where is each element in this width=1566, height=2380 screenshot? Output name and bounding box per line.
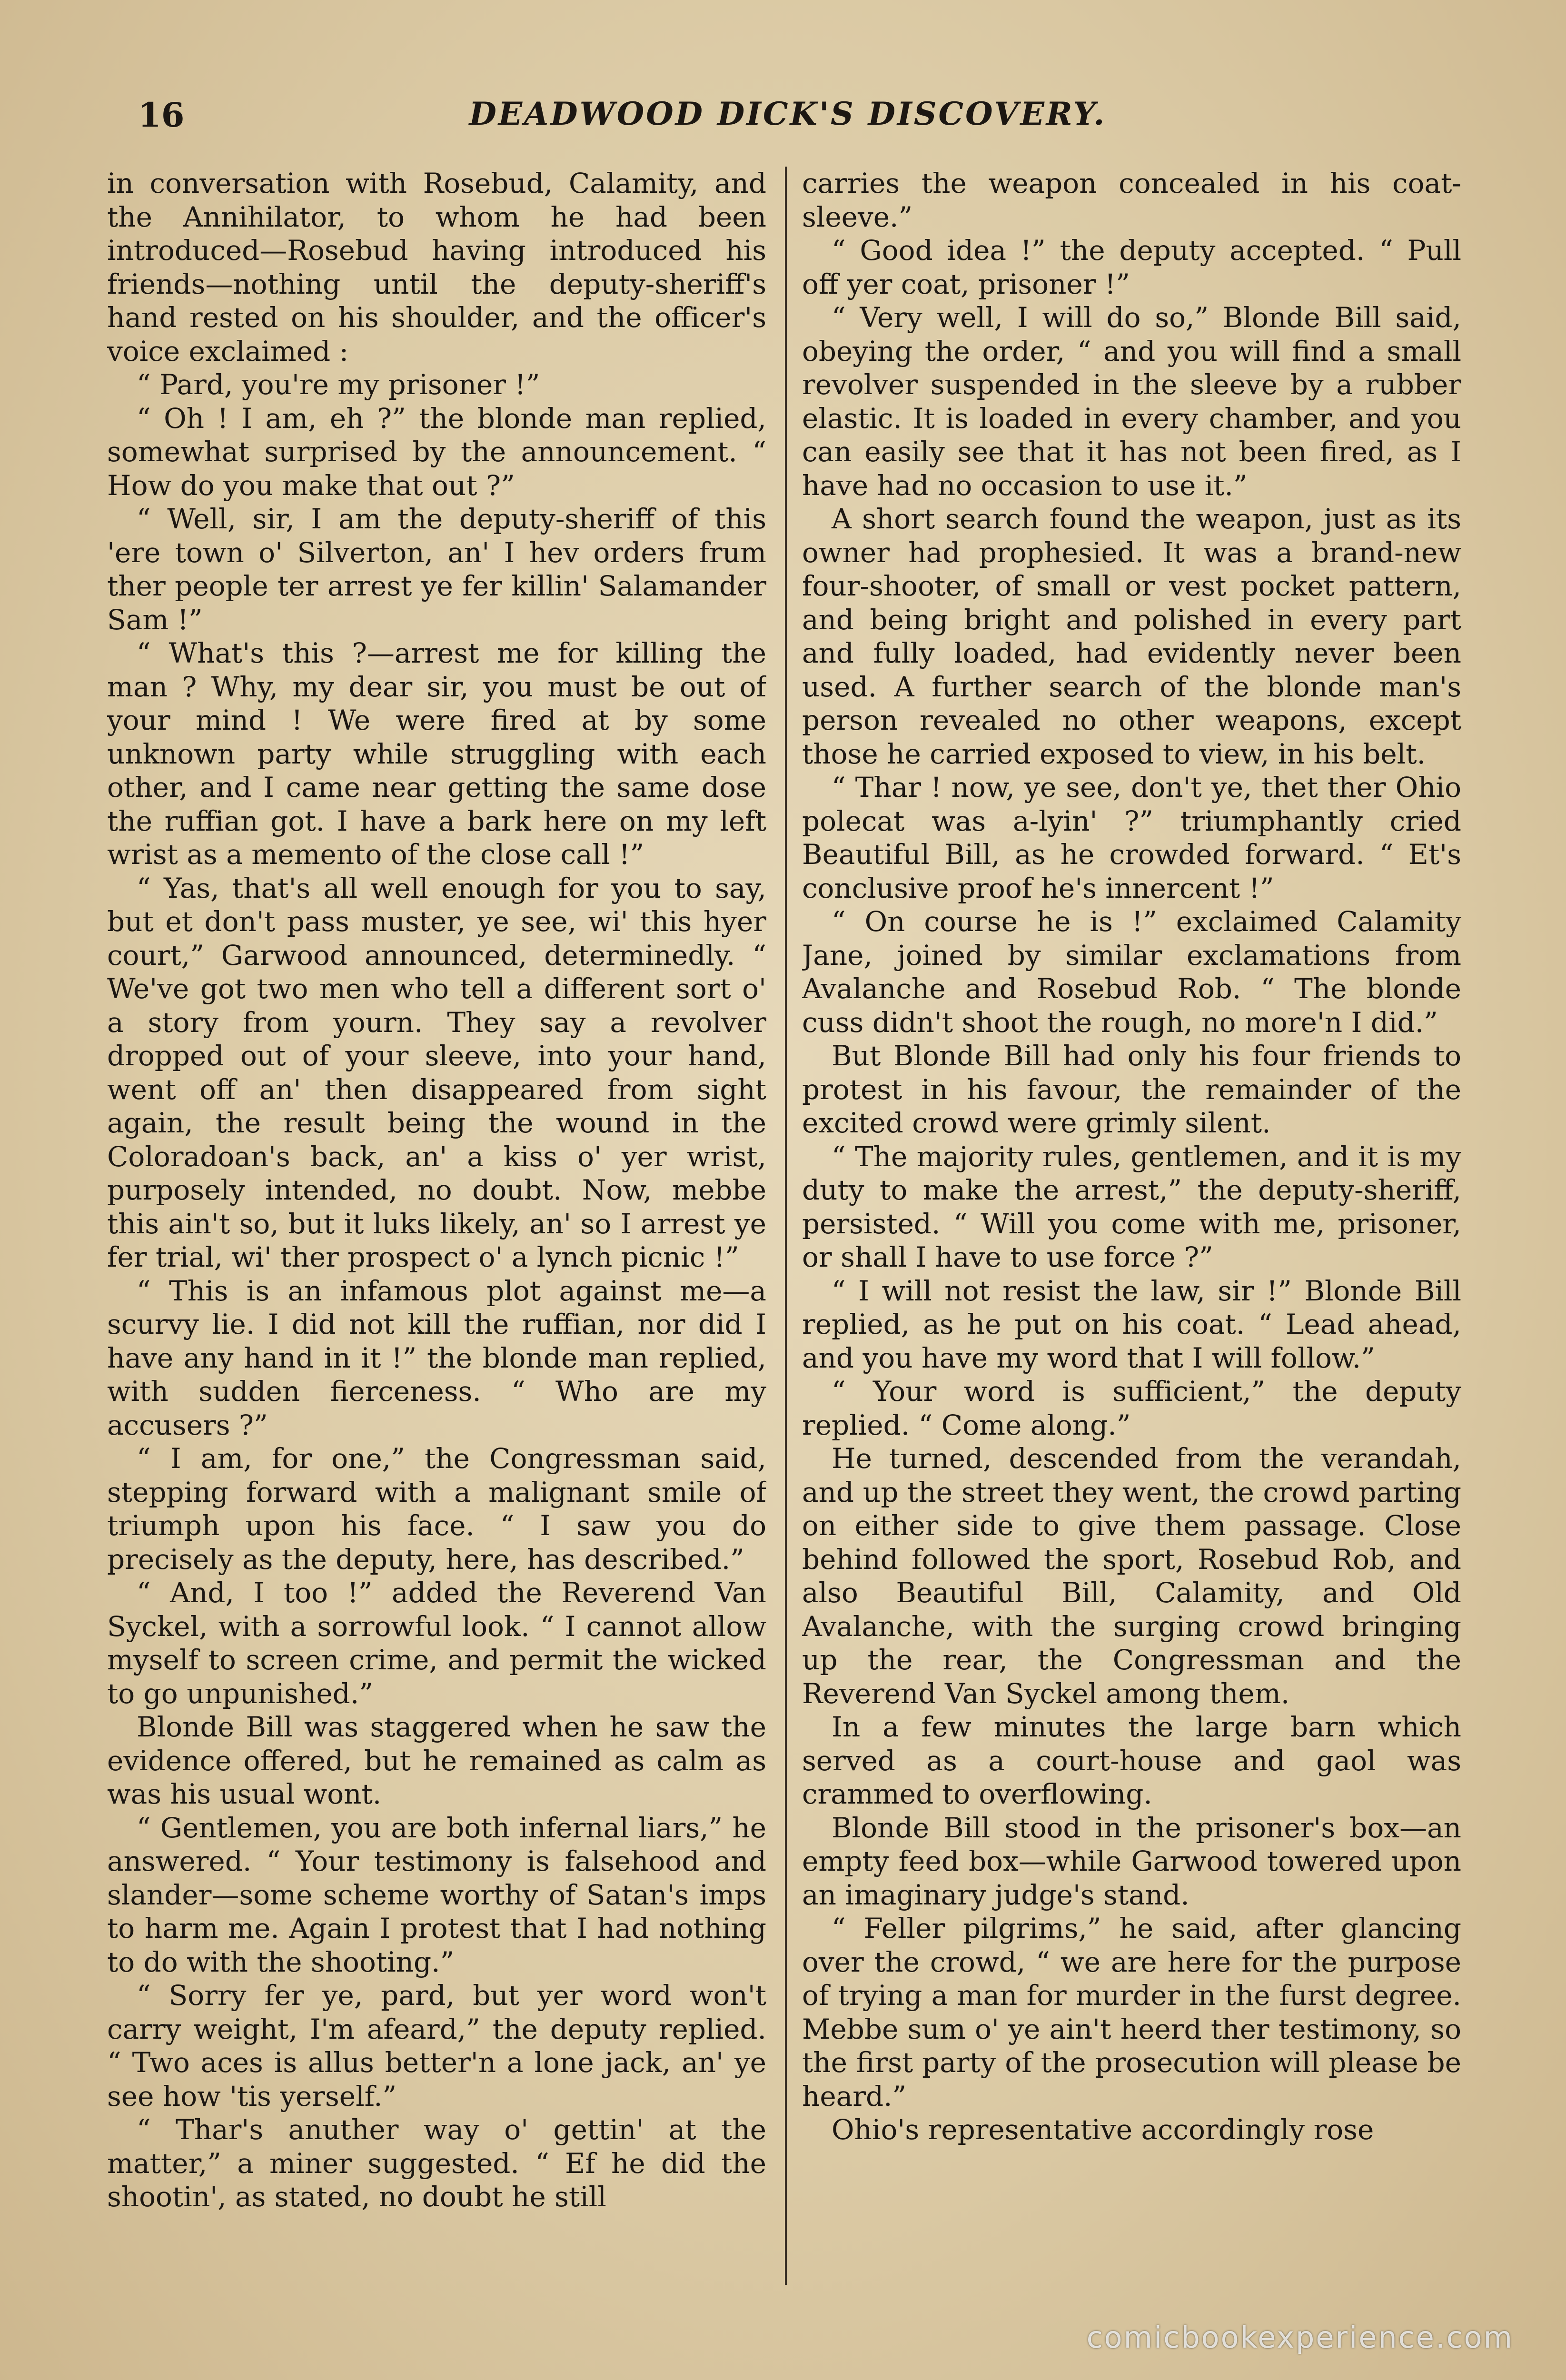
left-column bbox=[107, 167, 766, 2285]
watermark: comicbookexperience.com bbox=[1086, 2320, 1514, 2355]
paragraph: He turned, descended from the verandah, and up the street they went, the crowd parting on either side to give them passage. Close behind followed the sport, Rosebud Rob, and also Beautiful Bill, Calamity, and Old Avalanche, with the surging crowd bringing up the rear, the Congressman and the Reverend Van Syckel among them. bbox=[802, 1442, 1461, 1710]
paragraph: “ On course he is !” exclaimed Calamity Jane, joined by similar exclamations from Avalanche and Rosebud Rob. “ The blonde cuss didn't shoot the rough, no more'n I did.” bbox=[802, 905, 1461, 1039]
paragraph: “ Feller pilgrims,” he said, after glancing over the crowd, “ we are here for the purpose of trying a man for murder in the furst degree. Mebbe sum o' ye ain't heerd ther testimony, so the first party of the prosecution will please be heard.” bbox=[802, 1912, 1461, 2112]
right-column bbox=[802, 167, 1461, 2285]
paragraph: “ Thar ! now, ye see, don't ye, thet ther Ohio polecat was a-lyin' ?” triumphantly cried Beautiful Bill, as he crowded forward. “ Et's conclusive proof he's innercent !” bbox=[802, 771, 1461, 904]
paragraph: “ This is an infamous plot against me—a scurvy lie. I did not kill the ruffian, nor did I have any hand in it !” the blonde man replied, with sudden fierceness. “ Who are my accusers ?” bbox=[107, 1274, 766, 1441]
page-header bbox=[100, 95, 1476, 152]
paragraph: “ Well, sir, I am the deputy-sheriff of this 'ere town o' Silverton, an' I hev orders frum ther people ter arrest ye fer killin' Salamander Sam !” bbox=[107, 503, 766, 636]
paragraph: In a few minutes the large barn which served as a court-house and gaol was crammed to overflowing. bbox=[802, 1711, 1461, 1810]
paragraph: “ Oh ! I am, eh ?” the blonde man replied, somewhat surprised by the announcement. “ How do you make that out ?” bbox=[107, 402, 766, 502]
paragraph: “ And, I too !” added the Reverend Van Syckel, with a sorrowful look. “ I cannot allow myself to screen crime, and permit the wicked to go unpunished.” bbox=[107, 1577, 766, 1710]
running-title: DEADWOOD DICK'S DISCOVERY. bbox=[469, 95, 1107, 132]
paragraph: “ The majority rules, gentlemen, and it is my duty to make the arrest,” the deputy-sheriff, persisted. “ Will you come with me, prisoner, or shall I have to use force ?” bbox=[802, 1140, 1461, 1273]
paragraph: “ Good idea !” the deputy accepted. “ Pull off yer coat, prisoner !” bbox=[802, 234, 1461, 300]
paragraph: “ Gentlemen, you are both infernal liars,” he answered. “ Your testimony is falsehood and slander—some scheme worthy of Satan's imps to harm me. Again I protest that I had nothing to do with the shooting.” bbox=[107, 1811, 766, 1978]
paragraph: “ Very well, I will do so,” Blonde Bill said, obeying the order, “ and you will find a small revolver suspended in the sleeve by a rubber elastic. It is loaded in every chamber, and you can easily see that it has not been fired, as I have had no occasion to use it.” bbox=[802, 301, 1461, 502]
paragraph: Blonde Bill stood in the prisoner's box—an empty feed box—while Garwood towered upon an imaginary judge's stand. bbox=[802, 1811, 1461, 1911]
column-divider bbox=[785, 167, 787, 2285]
paragraph: “ Sorry fer ye, pard, but yer word won't carry weight, I'm afeard,” the deputy replied. “ Two aces is allus better'n a lone jack, an' ye see how 'tis yerself.” bbox=[107, 1979, 766, 2112]
paragraph: “ Pard, you're my prisoner !” bbox=[137, 368, 540, 401]
paragraph: carries the weapon concealed in his coat-sleeve.” bbox=[802, 167, 1461, 233]
paragraph: “ I will not resist the law, sir !” Blonde Bill replied, as he put on his coat. “ Lead ahead, and you have my word that I will follow.” bbox=[802, 1274, 1461, 1374]
paragraph: in conversation with Rosebud, Calamity, and the Annihilator, to whom he had been introduced—Rosebud having introduced his friends—nothing until the deputy-sheriff's hand rested on his shoulder, and the officer's voice exclaimed : bbox=[107, 167, 766, 367]
paragraph: Ohio's representative accordingly rose bbox=[832, 2113, 1374, 2146]
paragraph: A short search found the weapon, just as its owner had prophesied. It was a brand-new four-shooter, of small or vest pocket pattern, and being bright and polished in every part and fully loaded, had evidently never been used. A further search of the blonde man's person revealed no other weapons, except those he carried exposed to view, in his belt. bbox=[802, 503, 1461, 770]
paragraph: “ I am, for one,” the Congressman said, stepping forward with a malignant smile of triumph upon his face. “ I saw you do precisely as the deputy, here, has described.” bbox=[107, 1442, 766, 1576]
text-columns bbox=[107, 167, 1461, 2285]
paragraph: Blonde Bill was staggered when he saw the evidence offered, but he remained as calm as was his usual wont. bbox=[107, 1711, 766, 1810]
page-number: 16 bbox=[138, 95, 185, 135]
paragraph: “ Your word is sufficient,” the deputy replied. “ Come along.” bbox=[802, 1375, 1461, 1441]
paragraph: “ Yas, that's all well enough for you to say, but et don't pass muster, ye see, wi' this hyer court,” Garwood announced, determinedly. “ We've got two men who tell a different sort o' a story from yourn. They say a revolver dropped out of your sleeve, into your hand, went off an' then disappeared from sight again, the result being the wound in the Coloradoan's back, an' a kiss o' yer wrist, purposely intended, no doubt. Now, mebbe this ain't so, but it luks likely, an' so I arrest ye fer trial, wi' ther prospect o' a lynch picnic !” bbox=[107, 872, 766, 1273]
paragraph: But Blonde Bill had only his four friends to protest in his favour, the remainder of the excited crowd were grimly silent. bbox=[802, 1040, 1461, 1139]
paragraph: “ Thar's anuther way o' gettin' at the matter,” a miner suggested. “ Ef he did the shootin', as stated, no doubt he still bbox=[107, 2113, 766, 2213]
paragraph: “ What's this ?—arrest me for killing the man ? Why, my dear sir, you must be out of your mind ! We were fired at by some unknown party while struggling with each other, and I came near getting the same dose the ruffian got. I have a bark here on my left wrist as a memento of the close call !” bbox=[107, 637, 766, 871]
